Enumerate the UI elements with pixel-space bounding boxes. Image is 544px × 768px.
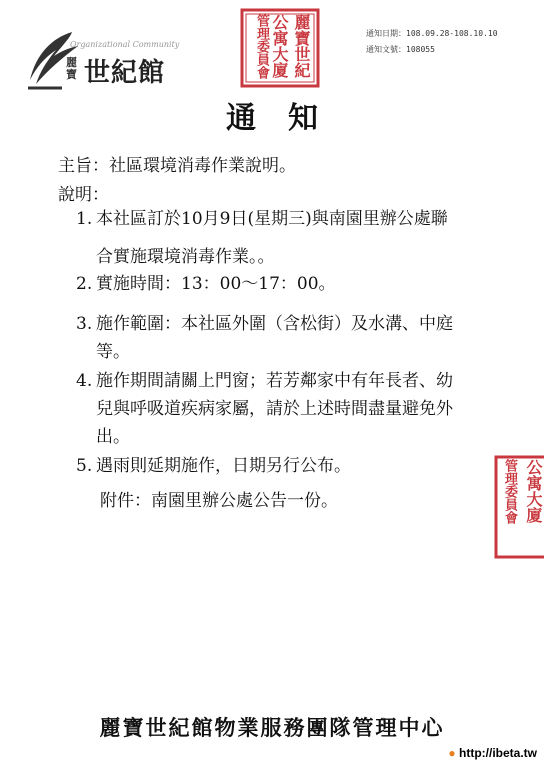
item-line: 遇雨則延期施作，日期另行公布。 [96, 456, 351, 476]
committee-seal-side [494, 455, 544, 563]
item-line: 施作範圍：本社區外圍（含松街）及水溝、中庭 [96, 314, 453, 334]
committee-seal [240, 8, 320, 88]
globe-icon: ● [448, 746, 456, 760]
list-item [76, 452, 351, 480]
item-line: 兒與呼吸道疾病家屬，請於上述時間盡量避免外 [96, 399, 453, 419]
page-title: 通知 [226, 101, 350, 136]
seal-line: 麗寶世紀 [292, 14, 311, 78]
list-item [76, 310, 453, 366]
item-number: 3. [76, 314, 93, 334]
logo-tagline: Organizational Community [70, 40, 180, 49]
logo-brand-sub: 麗寶 [66, 56, 77, 81]
notice-doc-number: 通知文號：108055 [366, 45, 435, 54]
item-number: 2. [76, 274, 93, 294]
item-number: 4. [76, 371, 93, 391]
explanation-label: 說明： [58, 185, 109, 205]
list-item [76, 205, 448, 271]
item-line: 合實施環境消毒作業。。 [96, 247, 275, 267]
seal-line: 管理委員會 [254, 14, 269, 79]
item-number: 1. [76, 209, 93, 229]
seal-line: 公寓大廈 [524, 459, 543, 523]
item-line: 本社區訂於10月9日(星期三)與南園里辦公處聯 [96, 209, 448, 229]
subject-line: 主旨：社區環境消毒作業說明。 [58, 156, 296, 176]
item-line: 施作期間請關上門窗；若芳鄰家中有年長者、幼 [96, 371, 453, 391]
seal-line: 管理委員會 [502, 459, 517, 524]
item-line: 實施時間：13：00～17：00。 [96, 274, 336, 294]
attachment-line: 附件：南園里辦公處公告一份。 [100, 491, 338, 511]
item-line: 出。 [96, 427, 130, 447]
watermark [445, 744, 540, 762]
footer-organization: 麗寶世紀館物業服務團隊管理中心 [99, 715, 445, 740]
item-line: 等。 [96, 342, 130, 362]
notice-date: 通知日期：108.09.28-108.10.10 [366, 29, 498, 38]
list-item [76, 270, 336, 298]
logo-brand-main: 世紀館 [84, 58, 166, 88]
watermark-text: http://ibeta.tw [459, 746, 537, 760]
seal-line: 公寓大廈 [270, 14, 289, 78]
list-item [76, 367, 453, 451]
item-number: 5. [76, 456, 93, 476]
